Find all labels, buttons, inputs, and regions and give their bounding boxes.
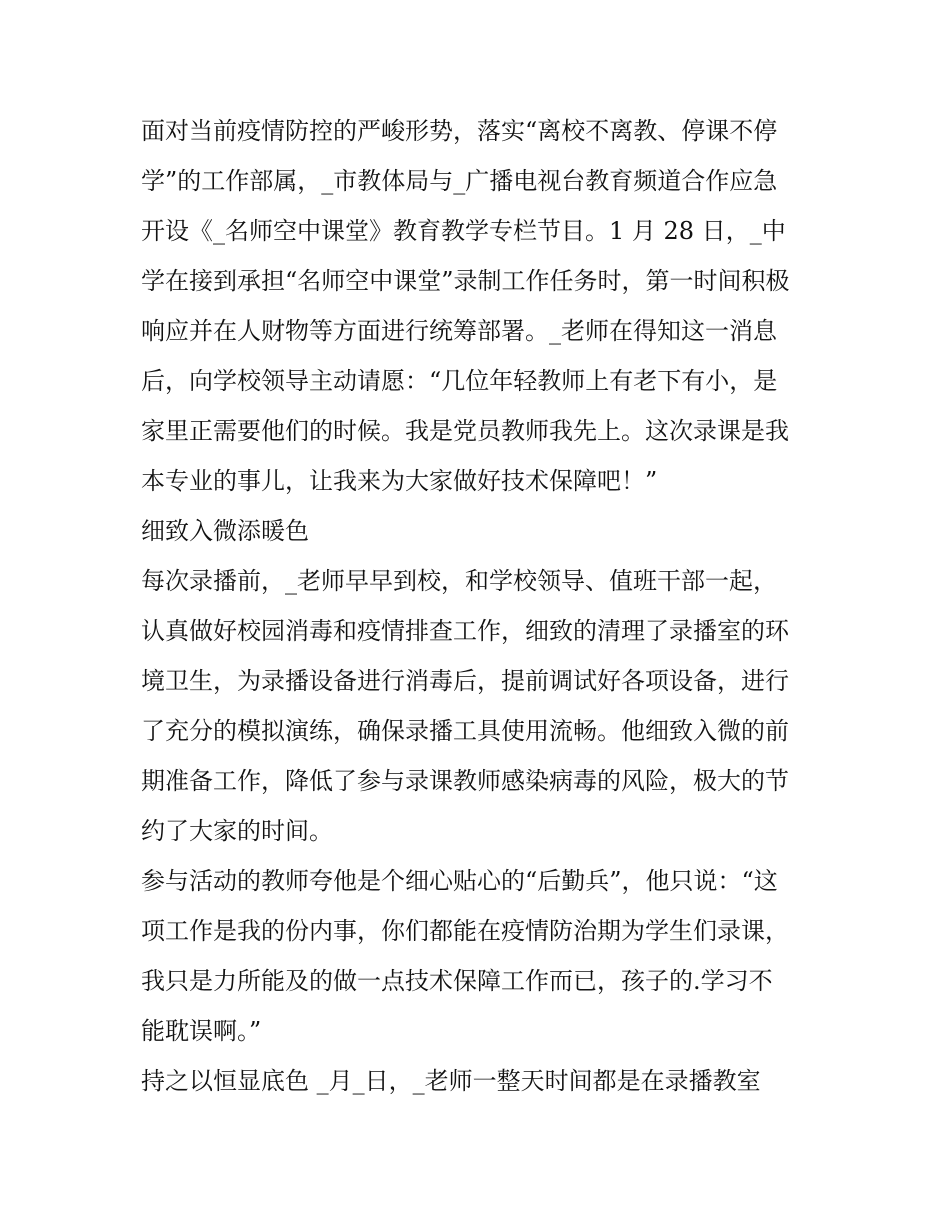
text-line: 能耽误啊。”: [141, 1017, 262, 1045]
text-line: 项工作是我的份内事，你们都能在疫情防治期为学生们录课，: [141, 917, 789, 945]
text-line: 开设《_名师空中课堂》教育教学专栏节目。1 月 28 日，_中: [141, 217, 786, 245]
document-body: [141, 106, 813, 1106]
text-line: 参与活动的教师夸他是个细心贴心的“后勤兵”，他只说：“这: [141, 867, 778, 895]
text-line: 约了大家的时间。: [141, 817, 333, 845]
text-line: 期准备工作，降低了参与录课教师感染病毒的风险，极大的节: [141, 767, 789, 795]
text-line: 家里正需要他们的时候。我是党员教师我先上。这次录课是我: [141, 417, 789, 445]
text-line: 了充分的模拟演练，确保录播工具使用流畅。他细致入微的前: [141, 717, 789, 745]
text-line: 持之以恒显底色 _月_日，_老师一整天时间都是在录播教室: [141, 1067, 761, 1095]
text-line: 响应并在人财物等方面进行统筹部署。_老师在得知这一消息: [141, 317, 777, 345]
text-line: 学”的工作部属，_市教体局与_广播电视台教育频道合作应急: [141, 167, 778, 195]
text-line: 每次录播前，_老师早早到校，和学校领导、值班干部一起，: [141, 567, 777, 595]
text-line: 我只是力所能及的做一点技术保障工作而已，孩子的.学习不: [141, 967, 773, 995]
text-line: 境卫生，为录播设备进行消毒后，提前调试好各项设备，进行: [141, 667, 789, 695]
text-line: 认真做好校园消毒和疫情排查工作，细致的清理了录播室的环: [141, 617, 789, 645]
text-line: 面对当前疫情防控的严峻形势，落实“离校不离教、停课不停: [141, 117, 778, 145]
section-heading: 细致入微添暖色: [141, 517, 309, 545]
text-line: 学在接到承担“名师空中课堂”录制工作任务时，第一时间积极: [141, 267, 790, 295]
text-line: 本专业的事儿，让我来为大家做好技术保障吧！”: [141, 467, 658, 495]
text-line: 后，向学校领导主动请愿：“几位年轻教师上有老下有小，是: [141, 367, 778, 395]
